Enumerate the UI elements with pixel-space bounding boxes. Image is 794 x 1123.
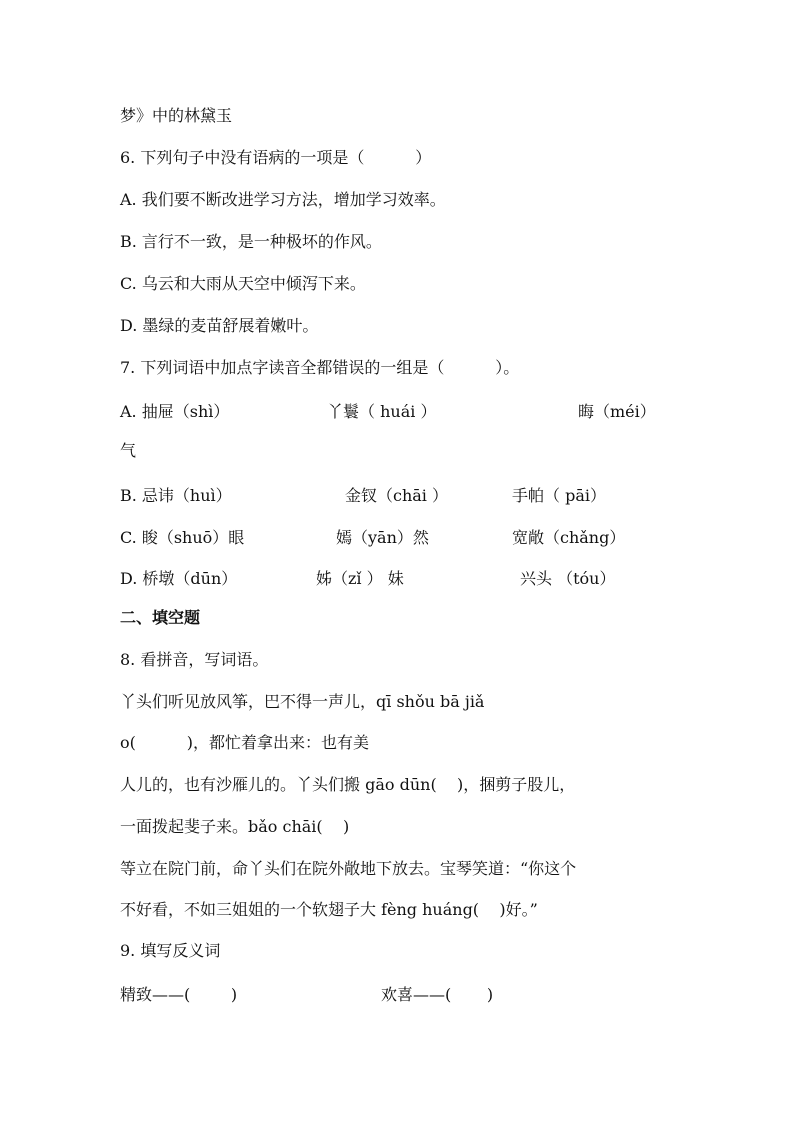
section-2-title: 二、填空题 xyxy=(120,608,201,627)
question-8-line-3: 人儿的，也有沙雁儿的。丫头们搬 gāo dūn( )，捆剪子股儿， xyxy=(120,775,576,794)
q9-antonym-item-2: 欢喜——( ) xyxy=(381,985,494,1004)
question-6-option-a: A. 我们要不断改进学习方法，增加学习效率。 xyxy=(120,190,446,209)
q7-option-a-wrap: 气 xyxy=(120,441,137,460)
q7-option-c-word3: 宽敞（chǎng） xyxy=(512,528,626,547)
q7-option-a-word3: 晦（méi） xyxy=(578,402,656,421)
q7-option-a-word2: 丫鬟（ huái ） xyxy=(327,402,437,421)
q9-antonym-item-1: 精致——( ) xyxy=(120,985,238,1004)
question-8-line-5: 等立在院门前，命丫头们在院外敞地下放去。宝琴笑道：“你这个 xyxy=(120,859,577,878)
q7-option-b-word3: 手帕（ pāi） xyxy=(512,486,606,505)
question-6-option-d: D. 墨绿的麦苗舒展着嫩叶。 xyxy=(120,316,319,335)
q7-option-a-word1: A. 抽屉（shì） xyxy=(120,402,230,421)
question-8-line-1: 丫头们听见放风筝，巴不得一声儿，qī shǒu bā jiǎ xyxy=(120,692,485,711)
carry-over-text: 梦》中的林黛玉 xyxy=(120,106,233,125)
q7-option-d-word3: 兴头 （tóu） xyxy=(520,569,616,588)
q7-option-d-word1: D. 桥墩（dūn） xyxy=(120,569,238,588)
question-6-option-b: B. 言行不一致，是一种极坏的作风。 xyxy=(120,232,382,251)
question-7-stem: 7. 下列词语中加点字读音全都错误的一组是（ ）。 xyxy=(120,358,520,377)
q7-option-b-word2: 金钗（chāi ） xyxy=(345,486,449,505)
question-8-line-4: 一面拨起斐子来。bǎo chāi( ) xyxy=(120,817,350,836)
q7-option-b-word1: B. 忌讳（huì） xyxy=(120,486,232,505)
q7-option-c-word1: C. 睃（shuō）眼 xyxy=(120,528,245,547)
q7-option-d-word2: 姊（zǐ ） 妹 xyxy=(316,569,404,588)
question-8-stem: 8. 看拼音，写词语。 xyxy=(120,650,269,669)
question-8-line-2: o( )，都忙着拿出来：也有美 xyxy=(120,733,369,752)
q7-option-c-word2: 嫣（yān）然 xyxy=(336,528,429,547)
question-6-option-c: C. 乌云和大雨从天空中倾泻下来。 xyxy=(120,274,366,293)
question-8-line-6: 不好看，不如三姐姐的一个软翅子大 fèng huáng( )好。” xyxy=(120,900,538,919)
question-9-stem: 9. 填写反义词 xyxy=(120,941,221,960)
question-6-stem: 6. 下列句子中没有语病的一项是（ ） xyxy=(120,148,432,167)
